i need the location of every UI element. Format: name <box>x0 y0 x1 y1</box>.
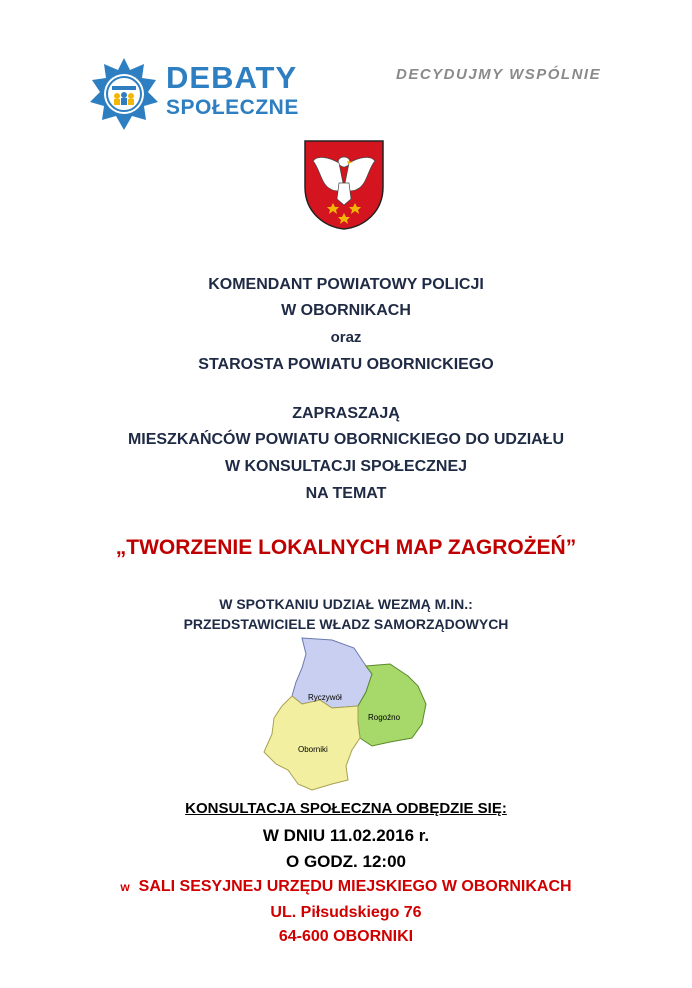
organizer-conjunction: oraz <box>330 329 362 346</box>
event-date: W DNIU 11.02.2016 r. <box>262 826 430 845</box>
invite-line-3: W KONSULTACJI SPOŁECZNEJ <box>224 458 468 475</box>
participants-line-2: PRZEDSTAWICIELE WŁADZ SAMORZĄDOWYCH <box>183 616 509 632</box>
coat-of-arms-eagle-icon <box>303 139 385 231</box>
event-place-name: SALI SESYJNEJ URZĘDU MIEJSKIEGO W OBORNIKACH <box>138 878 572 895</box>
map-region-oborniki <box>264 696 360 790</box>
county-map <box>262 634 432 794</box>
details-heading: KONSULTACJA SPOŁECZNA ODBĘDZIE SIĘ: <box>185 800 507 817</box>
event-place-prefix: w <box>120 880 130 894</box>
map-label-oborniki: Oborniki <box>298 745 328 754</box>
event-street: UL. Piłsudskiego 76 <box>270 904 422 921</box>
police-star-logo-icon <box>86 56 162 132</box>
organizer-line-2: W OBORNIKACH <box>281 302 411 319</box>
invite-line-2: MIESZKAŃCÓW POWIATU OBORNICKIEGO DO UDZIAŁU <box>127 431 565 448</box>
invite-line-1: ZAPRASZAJĄ <box>292 405 400 422</box>
organizer-line-4: STAROSTA POWIATU OBORNICKIEGO <box>198 356 494 373</box>
topic-title: „TWORZENIE LOKALNYCH MAP ZAGROŻEŃ” <box>115 536 577 559</box>
event-city: 64-600 OBORNIKI <box>278 928 414 945</box>
map-label-ryczywol: Ryczywół <box>308 693 342 702</box>
organizer-line-1: KOMENDANT POWIATOWY POLICJI <box>208 276 484 293</box>
logo-title: DEBATY <box>166 60 298 95</box>
invite-line-4: NA TEMAT <box>305 485 387 502</box>
participants-line-1: W SPOTKANIU UDZIAŁ WEZMĄ M.IN.: <box>219 596 473 612</box>
slogan: DECYDUJMY WSPÓLNIE <box>396 66 602 83</box>
logo-subtitle: SPOŁECZNE <box>166 96 299 119</box>
map-label-rogozno: Rogoźno <box>368 713 401 722</box>
event-place <box>0 878 692 896</box>
event-time: O GODZ. 12:00 <box>286 852 406 871</box>
